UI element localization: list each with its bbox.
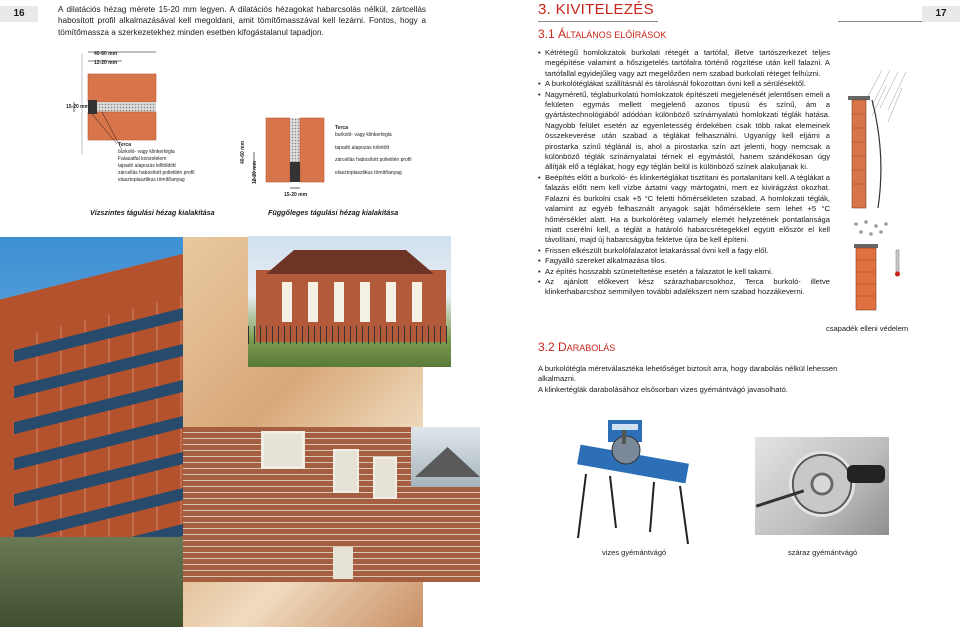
brick-house-photo [183, 427, 480, 582]
h-label-1: burkoló- vagy klinkertégla [118, 149, 175, 155]
h-label-terca: Terca [118, 142, 131, 148]
h-dim-2: 12-20 mm [94, 60, 118, 66]
list-item: • Az építés hosszabb szüneteltetése esetén a falazatot le kell takarni. [538, 267, 830, 277]
weather-protection-caption: csapadék elleni védelem [826, 324, 909, 333]
list-item: • Fagyálló szereket alkalmazása tilos. [538, 256, 830, 266]
page-number-left: 16 [0, 6, 38, 22]
list-item: • A burkolótéglákat szállításnál és tárolásnál fokozottan óvni kell a sérülésektől. [538, 79, 830, 89]
list-item: • Kétrétegű homlokzatok burkolati rétegét a tartófal, illetve tartószerkezet teljes megépítése valamint a hőszigetelés tartófalra történő rögzítése után kell falazni. A tartófallal egyidejűleg vagy azt megelőzően nem szabad burkolati réteget felhúzni. [538, 48, 830, 79]
wet-saw-caption: vizes gyémántvágó [602, 548, 667, 557]
weather-protection-illustration [842, 64, 918, 318]
h-dim-1: 40-60 mm [94, 51, 118, 57]
cutting-paragraph-1: A burkolótégla méretválasztéka lehetőséget biztosít arra, hogy darabolás nélkül lehessen alkalmazni. [538, 364, 838, 384]
dry-diamond-saw-image [755, 437, 889, 535]
h-label-5: elasztoplasztikus tömítőanyag [118, 177, 185, 183]
office-building-photo [0, 237, 183, 627]
list-item: • Beépítés előtt a burkoló- és klinkertéglákat tisztítani és portalanítani kell. A téglákat a falazás előtt nem kell vízbe áztatni vagy mártogatni, mert ez kivirágzást okozhat. Falazni és burkolni csak +5 °C feletti hőmérsékleten szabad. A homlokzati téglák, valamint az egyéb felhasznált anyagok saját hőmérséklete sem lehet +5 °C hőmérséklet alatt. Ha a burkolóréteg valamely elemét helyzetének pontatlansága miatt cserélni kell, a téglát a határoló habarcsrétegekkel együtt először el kell távolítani, majd új habarcságyba fektetve újra be kell építeni. [538, 173, 830, 246]
dry-saw-caption: száraz gyémántvágó [788, 548, 858, 557]
requirements-list [538, 48, 830, 298]
v-dim-3: 15-20 mm [284, 192, 308, 198]
vertical-detail-caption: Függőleges tágulási hézag kialakítása [268, 208, 399, 217]
subsection-title-cutting: 3.2 DARABOLÁS [538, 340, 616, 354]
subsection-title-general: 3.1 ÁLTALÁNOS ELŐÍRÁSOK [538, 27, 667, 41]
villa-photo [248, 236, 451, 367]
v-label-4: elasztoplasztikus tömítőanyag [335, 170, 402, 176]
header-rule [838, 21, 922, 22]
page-number-right: 17 [922, 6, 960, 22]
intro-paragraph: A dilatációs hézag mérete 15-20 mm legyen. A dilatációs hézagokat habarcsolás nélkül, zártcellás habosított profil alkalmazásával kell megoldani, amit tömítőmasszával kell lezárni. Fontos, hogy a tömítőmassza a szerkezetekhez minden esetben kifogástalanul tapadjon. [58, 5, 426, 37]
h-label-2: Falazatfal konzolelem [118, 156, 167, 162]
section-title: 3. KIVITELEZÉS [538, 1, 654, 18]
horizontal-detail-caption: Vízszintes tágulási hézag kialakítása [90, 208, 215, 217]
v-label-3: zárcellás habosított polietilén profil [335, 157, 412, 163]
v-label-1: burkoló- vagy klinkertégla [335, 132, 392, 138]
v-label-2: tapadó alapozás kiöntött [335, 145, 390, 151]
list-item: • Nagyméretű, téglaburkolatú homlokzatok építészeti megjelenését jelentősen emeli a felületen egymás mellett megjelenő azonos típusú és színű, ám a gyártástechnológiából adódóan különböző színárnyalatú homlokzati téglák hatása. Nagyobb felület esetén az egyenletesség érdekében csak több rakat elemeinek összekeverése után szabad a téglákat felhasználni. Ugyanígy kell eljárni a pirostarka színű téglánál is, ahol a pirostarka szín azt jelenti, hogy nemcsak a különböző téglák színárnyalatai térnek el egymástól, hanem szándékosan úgy állítják elő a téglákat, hogy egy téglán belül is különböző színek alakuljanak ki. [538, 90, 830, 173]
h-dim-3: 15-20 mm [66, 104, 90, 110]
title-rule [538, 21, 658, 22]
v-dim-2: 12-20 mm [252, 160, 258, 184]
wet-diamond-saw-image [568, 410, 698, 550]
cutting-paragraph-2: A klinkertéglák darabolásához elsősorban vizes gyémántvágó javasolható. [538, 385, 788, 394]
v-dim-1: 40-60 mm [240, 140, 246, 164]
h-label-3: tapadó alapozás lelltöldött [118, 163, 176, 169]
h-label-4: zárcellás habosított polietilén profil [118, 170, 195, 176]
list-item: • Frissen elkészült burkolófalazatot letakarással óvni kell a fagy elől. [538, 246, 830, 256]
v-label-terca: Terca [335, 125, 348, 131]
list-item: • Az ajánlott előkevert kész szárazhabarcsokhoz, Terca burkoló- illetve klinkerhabarcshoz semmilyen további adalékszert nem szabad hozzákeverni. [538, 277, 830, 298]
